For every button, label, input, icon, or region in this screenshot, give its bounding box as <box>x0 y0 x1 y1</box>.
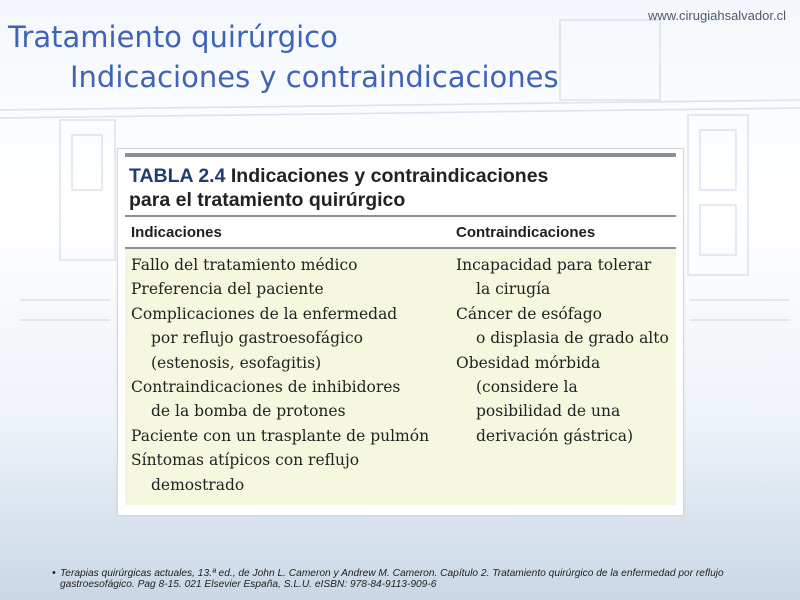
slide-title: Tratamiento quirúrgico <box>8 20 338 54</box>
contraindicacion-line: o displasia de grado alto <box>476 329 669 348</box>
indicacion-line: Complicaciones de la enfermedad <box>131 304 398 323</box>
site-url: www.cirugiahsalvador.cl <box>647 8 786 23</box>
table-caption <box>129 164 669 212</box>
indicacion-line: Paciente con un trasplante de pulmón <box>131 426 430 445</box>
indicacion-line: (estenosis, esofagitis) <box>151 353 322 372</box>
footnote-citation: Terapias quirúrgicas actuales, 13.ª ed., de John L. Cameron y Andrew M. Cameron. Capítulo 2. Tratamiento quirúrgico de la enfermedad por reflujo gastroesofágico. Pag 8-15. 021 Elsevier España, S.L.U. eISBN: 978-84-9113-909-6 <box>60 568 724 590</box>
contraindicacion-line: Cáncer de esófago <box>456 304 602 323</box>
table-caption-rule <box>125 215 676 217</box>
slide-subtitle: Indicaciones y contraindicaciones <box>70 60 559 94</box>
table-figure <box>117 148 684 516</box>
indicacion-line: por reflujo gastroesofágico <box>151 329 363 348</box>
footnote-bullet: • <box>52 567 56 579</box>
table-top-rule <box>125 153 676 157</box>
table-number: TABLA 2.4 <box>129 165 226 187</box>
column-header-contraindicaciones: Contraindicaciones <box>456 224 596 241</box>
indicacion-line: Preferencia del paciente <box>131 280 324 299</box>
indicaciones-column <box>131 253 429 497</box>
contraindicacion-line: derivación gástrica) <box>476 426 634 445</box>
contraindicacion-line: posibilidad de una <box>476 402 621 421</box>
indicacion-line: Síntomas atípicos con reflujo <box>131 451 360 470</box>
contraindicacion-line: Obesidad mórbida <box>456 353 601 372</box>
indicacion-line: de la bomba de protones <box>151 402 346 421</box>
contraindicaciones-column <box>456 253 669 448</box>
table-body <box>125 249 676 505</box>
table-caption-line2: para el tratamiento quirúrgico <box>129 189 406 211</box>
contraindicacion-line: Incapacidad para tolerar <box>456 256 652 274</box>
indicacion-line: demostrado <box>151 475 245 494</box>
indicacion-line: Contraindicaciones de inhibidores <box>131 378 401 397</box>
table-caption-line1: Indicaciones y contraindicaciones <box>230 165 549 187</box>
column-header-indicaciones: Indicaciones <box>131 224 222 241</box>
contraindicacion-line: la cirugía <box>476 280 551 299</box>
indicacion-line: Fallo del tratamiento médico <box>131 256 358 274</box>
contraindicacion-line: (considere la <box>476 378 578 397</box>
